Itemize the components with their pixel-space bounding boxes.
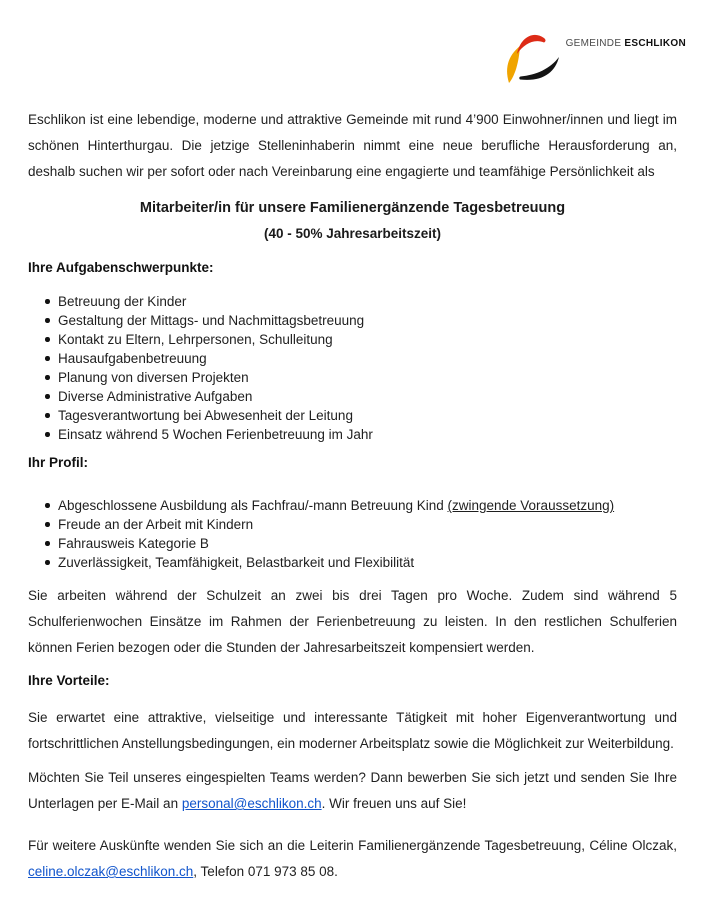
contact-text-after: , Telefon 071 973 85 08. [193, 864, 338, 879]
logo-text-eschlikon: ESCHLIKON [624, 38, 686, 49]
list-item: Gestaltung der Mittags- und Nachmittagsbetreuung [28, 311, 677, 330]
apply-paragraph [28, 765, 677, 817]
profile-item-underlined-note: (zwingende Voraussetzung) [447, 498, 615, 513]
gemeinde-eschlikon-logo [504, 29, 686, 84]
benefits-heading: Ihre Vorteile: [28, 673, 110, 688]
logo-text-gemeinde: GEMEINDE [565, 38, 622, 49]
profile-list [28, 496, 677, 572]
list-item: Tagesverantwortung bei Abwesenheit der Leitung [28, 406, 677, 425]
contact-email-link[interactable]: celine.olczak@eschlikon.ch [28, 864, 194, 879]
schedule-paragraph: Sie arbeiten während der Schulzeit an zwei bis drei Tagen pro Woche. Zudem sind während 5 Schulferienwochen Einsätze im Rahmen der Ferienbetreuung zu leisten. In den restlichen Schulferien können Ferien bezogen oder die Stunden der Jahresarbeitszeit kompensiert werden. [28, 588, 677, 655]
benefits-paragraph: Sie erwartet eine attraktive, vielseitige und interessante Tätigkeit mit hoher Eigenverantwortung und fortschrittlichen Anstellungsbedingungen, ein moderner Arbeitsplatz sowie die Möglichkeit zur Weiterbildung. [28, 710, 677, 751]
logo-black-stroke [519, 57, 559, 80]
apply-email-link[interactable]: personal@eschlikon.ch [181, 796, 322, 811]
document-content [28, 107, 677, 885]
list-item: Planung von diversen Projekten [28, 368, 677, 387]
list-item: Fahrausweis Kategorie B [28, 534, 677, 553]
list-item: Diverse Administrative Aufgaben [28, 387, 677, 406]
contact-paragraph [28, 833, 677, 885]
list-item: Kontakt zu Eltern, Lehrpersonen, Schulleitung [28, 330, 677, 349]
list-item: Zuverlässigkeit, Teamfähigkeit, Belastbarkeit und Flexibilität [28, 553, 677, 572]
profile-item-text: Abgeschlossene Ausbildung als Fachfrau/-mann Betreuung Kind [58, 498, 448, 513]
list-item: Betreuung der Kinder [28, 292, 677, 311]
job-subtitle: (40 - 50% Jahresarbeitszeit) [263, 226, 442, 241]
logo-red-stroke [517, 35, 546, 54]
contact-text-before: Für weitere Auskünfte wenden Sie sich an die Leiterin Familienergänzende Tagesbetreuung, Céline Olczak, [28, 838, 677, 853]
apply-text-after: . Wir freuen uns auf Sie! [321, 796, 467, 811]
apply-text-before: Möchten Sie Teil unseres eingespielten Teams werden? Dann bewerben Sie sich jetzt und senden Sie Ihre Unterlagen per E-Mail an [28, 770, 677, 811]
pinwheel-brushstroke-icon [504, 29, 561, 84]
logo-wordmark [566, 38, 686, 49]
tasks-list [28, 292, 677, 444]
intro-paragraph: Eschlikon ist eine lebendige, moderne und attraktive Gemeinde mit rund 4’900 Einwohner/innen und liegt im schönen Hinterthurgau. Die jetzige Stelleninhaberin nimmt eine neue berufliche Herausforderung an, deshalb suchen wir per sofort oder nach Vereinbarung eine engagierte und teamfähige Persönlichkeit als [28, 112, 677, 179]
list-item: Einsatz während 5 Wochen Ferienbetreuung im Jahr [28, 425, 677, 444]
profile-heading: Ihr Profil: [28, 455, 88, 470]
list-item [28, 496, 677, 515]
job-title: Mitarbeiter/in für unsere Familienergänzende Tagesbetreuung [139, 200, 566, 216]
tasks-heading: Ihre Aufgabenschwerpunkte: [28, 260, 214, 275]
list-item: Freude an der Arbeit mit Kindern [28, 515, 677, 534]
list-item: Hausaufgabenbetreuung [28, 349, 677, 368]
